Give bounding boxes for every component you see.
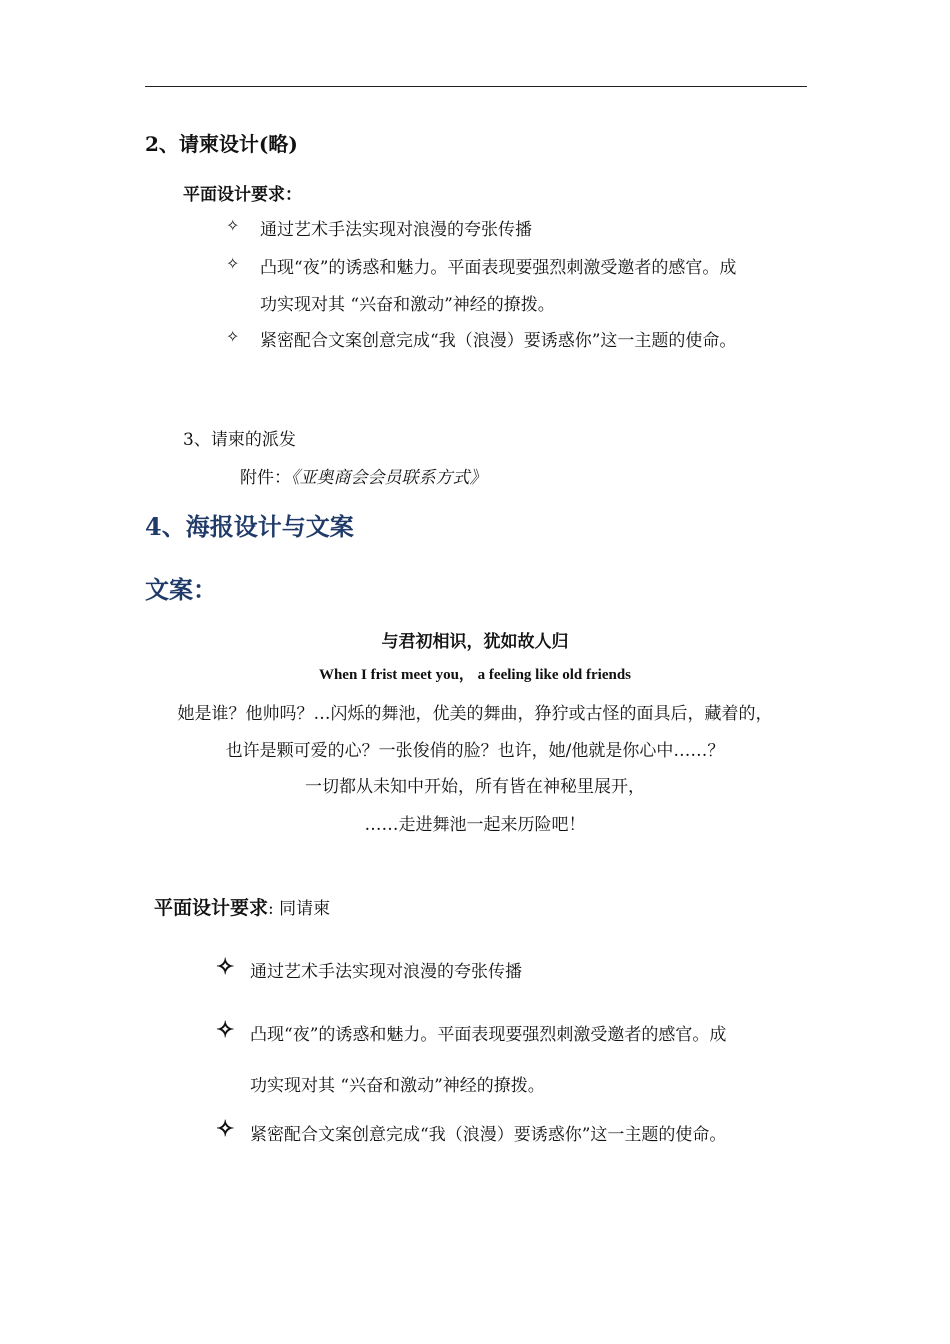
design-requirements-label: 平面设计要求：	[183, 185, 302, 205]
diamond-star-icon: ✧	[216, 1116, 235, 1142]
copy-line: 一切都从未知中开始，所有皆在神秘里展开，	[305, 777, 645, 797]
copy-line: ……走进舞池一起来历险吧！	[364, 815, 586, 835]
diamond-star-icon: ✧	[226, 216, 240, 235]
bullet-item: 通过艺术手法实现对浪漫的夸张传播	[250, 962, 522, 982]
bullet-item: 通过艺术手法实现对浪漫的夸张传播	[260, 220, 532, 240]
bullet-item-continued: 功实现对其 “兴奋和激动”神经的撩拨。	[260, 295, 555, 315]
bullet-item: 凸现“夜”的诱惑和魅力。平面表现要强烈刺激受邀者的感官。成	[250, 1025, 727, 1045]
bullet-item: 紧密配合文案创意完成“我（浪漫）要诱惑你”这一主题的使命。	[260, 331, 737, 351]
attachment-line	[240, 463, 487, 488]
top-rule	[145, 86, 807, 87]
diamond-star-icon: ✧	[226, 254, 240, 273]
copy-line: 也许是颗可爱的心？一张俊俏的脸？也许，她/他就是你心中……？	[225, 741, 725, 761]
bullet-item-continued: 功实现对其 “兴奋和激动”神经的撩拨。	[250, 1076, 545, 1096]
section-4-heading: 4、海报设计与文案	[145, 512, 354, 541]
copy-heading: 文案：	[145, 575, 217, 604]
bullet-item: 紧密配合文案创意完成“我（浪漫）要诱惑你”这一主题的使命。	[250, 1125, 727, 1145]
poster-requirements-colon: :	[268, 899, 274, 919]
diamond-star-icon: ✧	[216, 954, 235, 980]
section-3-heading: 3、请柬的派发	[183, 430, 296, 450]
copy-title-cn: 与君初相识，犹如故人归	[381, 632, 569, 652]
diamond-star-icon: ✧	[216, 1017, 235, 1043]
poster-requirements-value: 同请柬	[273, 899, 331, 919]
copy-title-en: When I frist meet you， a feeling like old friends	[318, 667, 632, 683]
diamond-star-icon: ✧	[226, 327, 240, 346]
copy-line: 她是谁？他帅吗？…闪烁的舞池，优美的舞曲，狰狞或古怪的面具后，藏着的，	[177, 704, 773, 724]
attachment-title: 《亚奥商会会员联系方式》	[291, 468, 487, 488]
poster-requirements-label: 平面设计要求	[154, 897, 269, 919]
attachment-label: 附件：	[240, 468, 291, 488]
bullet-item: 凸现“夜”的诱惑和魅力。平面表现要强烈刺激受邀者的感官。成	[260, 258, 737, 278]
section-2-heading: 2、请柬设计(略)	[145, 132, 298, 156]
poster-design-requirements	[154, 893, 330, 920]
